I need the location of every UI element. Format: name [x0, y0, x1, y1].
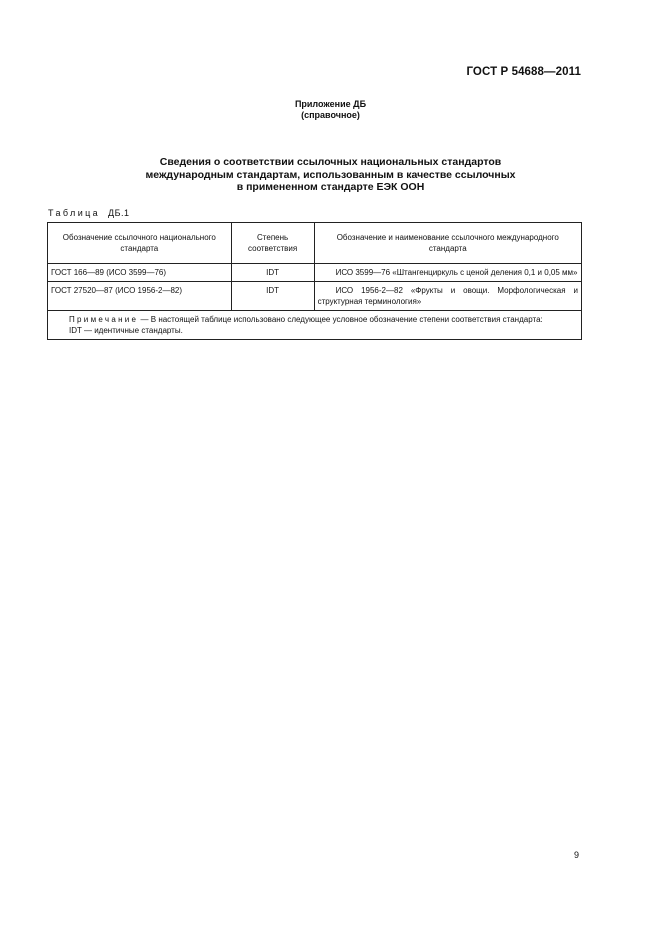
- table-row: [48, 282, 582, 311]
- table-caption-number: ДБ.1: [108, 208, 130, 218]
- section-title-line: Сведения о соответствии ссылочных национальных стандартов: [159, 156, 502, 168]
- column-header-degree: Степень соответствия: [231, 223, 314, 264]
- cell-international-standard: ИСО 3599—76 «Штангенциркуль с ценой деления 0,1 и 0,05 мм»: [314, 264, 581, 282]
- table-header-row: [48, 223, 582, 264]
- page-number: 9: [573, 850, 579, 860]
- note-line: [51, 314, 578, 325]
- table-caption-word: Таблица: [48, 208, 101, 218]
- cell-degree: IDT: [231, 264, 314, 282]
- cell-national-standard: ГОСТ 27520—87 (ИСО 1956-2—82): [48, 282, 232, 311]
- column-header-international: Обозначение и наименование ссылочного международного стандарта: [314, 223, 581, 264]
- appendix-subtitle: (справочное): [301, 110, 360, 120]
- cell-international-standard: ИСО 1956-2—82 «Фрукты и овощи. Морфологическая и структурная терминология»: [314, 282, 581, 311]
- table-caption: [48, 208, 130, 218]
- table-note: [48, 311, 582, 340]
- section-title: [0, 156, 661, 194]
- table-row: [48, 264, 582, 282]
- section-title-line: международным стандартам, использованным в качестве ссылочных: [145, 168, 516, 181]
- document-code: ГОСТ Р 54688—2011: [466, 66, 581, 78]
- section-title-line: в примененном стандарте ЕЭК ООН: [236, 181, 425, 193]
- table-note-row: [48, 311, 582, 340]
- appendix-title: Приложение ДБ: [294, 99, 367, 109]
- note-label: Примечание: [69, 315, 139, 324]
- note-text: — В настоящей таблице использовано следующее условное обозначение степени соответствия стандарта:: [138, 315, 543, 324]
- column-header-national: Обозначение ссылочного национального стандарта: [48, 223, 232, 264]
- cell-national-standard: ГОСТ 166—89 (ИСО 3599—76): [48, 264, 232, 282]
- note-line: IDT — идентичные стандарты.: [69, 326, 183, 335]
- correspondence-table: [47, 222, 582, 340]
- appendix-heading: [0, 99, 661, 121]
- cell-degree: IDT: [231, 282, 314, 311]
